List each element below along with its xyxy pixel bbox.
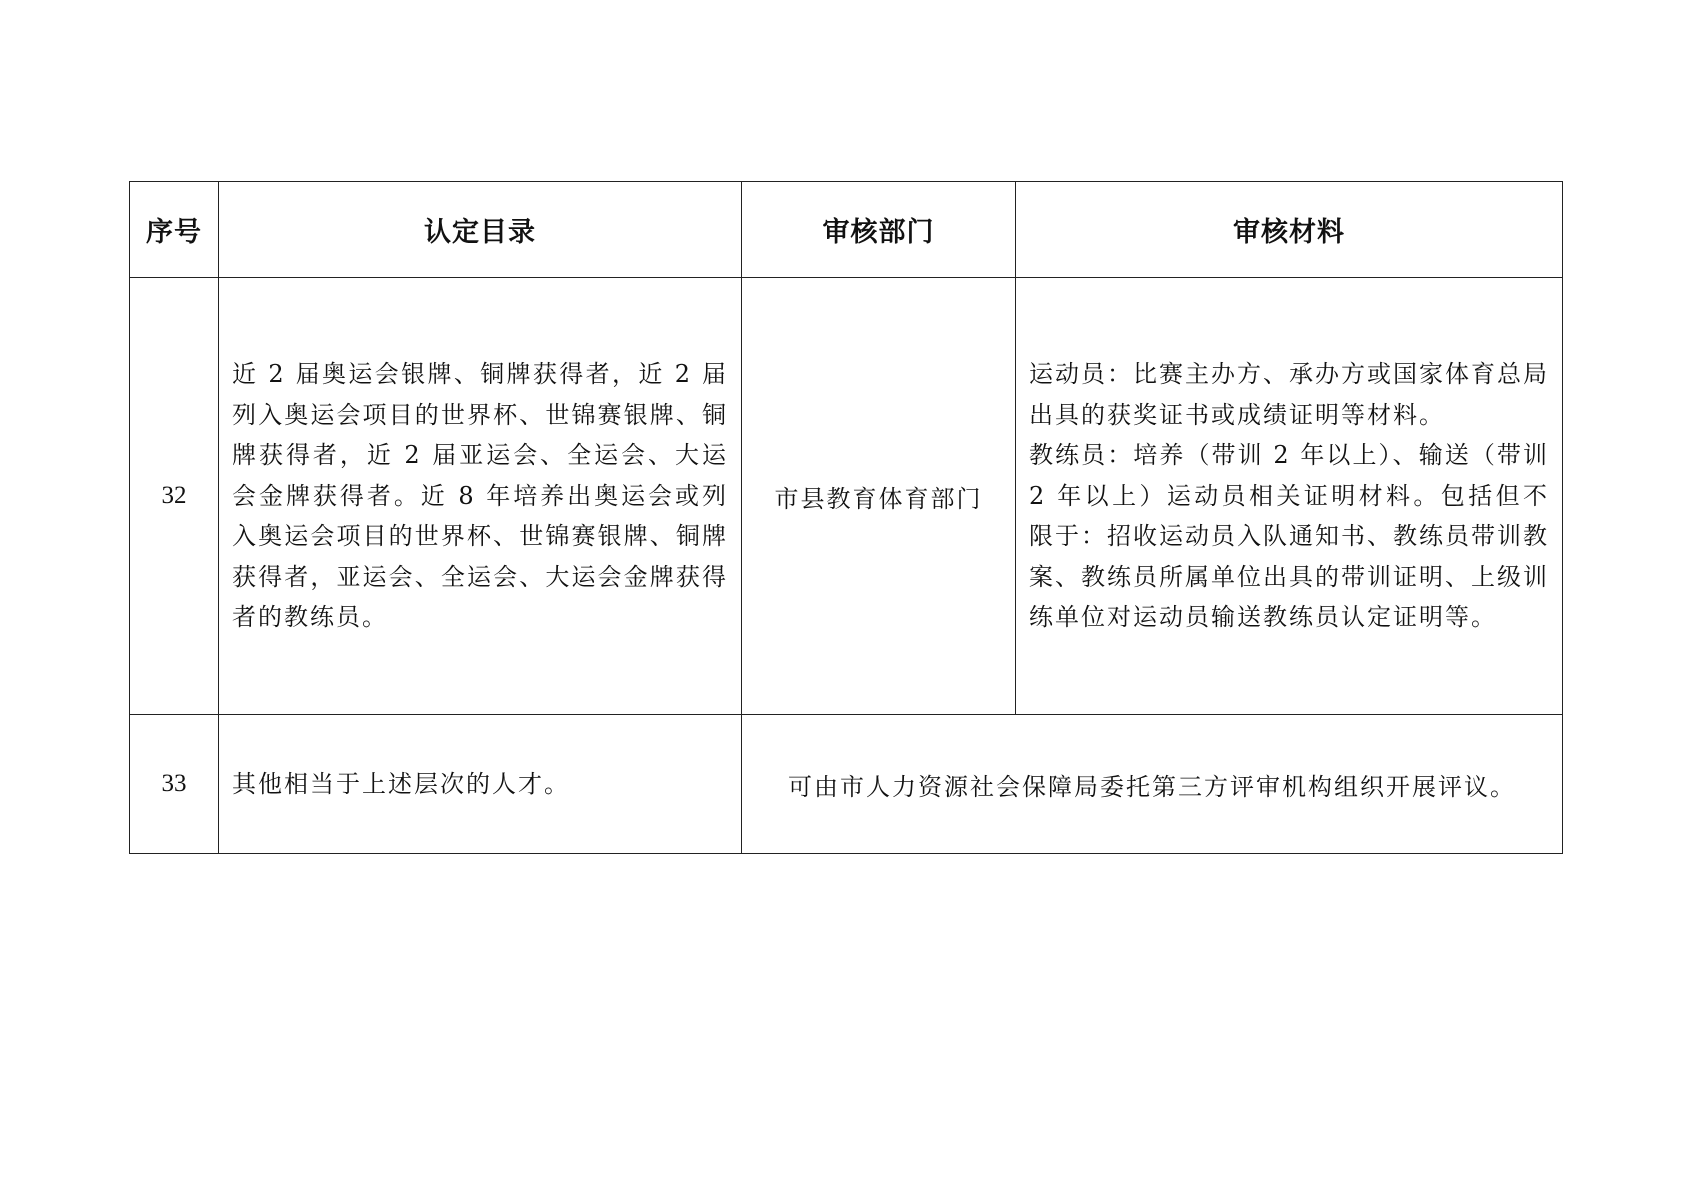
review-materials	[1016, 278, 1563, 715]
row-number: 32	[130, 278, 219, 715]
talent-catalog-table	[129, 181, 1563, 854]
materials-athlete: 运动员：比赛主办方、承办方或国家体育总局出具的获奖证书或成绩证明等材料。	[1029, 360, 1549, 429]
review-department-and-materials: 可由市人力资源社会保障局委托第三方评审机构组织开展评议。	[742, 715, 1563, 854]
header-dept: 审核部门	[742, 182, 1016, 278]
header-materials: 审核材料	[1016, 182, 1563, 278]
table-header-row	[130, 182, 1563, 278]
review-department: 市县教育体育部门	[742, 278, 1016, 715]
table-row	[130, 278, 1563, 715]
header-no: 序号	[130, 182, 219, 278]
catalog-item-text: 近 2 届奥运会银牌、铜牌获得者，近 2 届列入奥运会项目的世界杯、世锦赛银牌、铜牌获得者，近 2 届亚运会、全运会、大运会金牌获得者。近 8 年培养出奥运会或列入奥运会项目的世界杯、世锦赛银牌、铜牌获得者，亚运会、全运会、大运会金牌获得者的教练员。	[219, 278, 742, 715]
materials-coach: 教练员：培养（带训 2 年以上）、输送（带训 2 年以上）运动员相关证明材料。包括但不限于：招收运动员入队通知书、教练员带训教案、教练员所属单位出具的带训证明、上级训练单位对运动员输送教练员认定证明等。	[1029, 441, 1549, 632]
header-item: 认定目录	[219, 182, 742, 278]
table-row	[130, 715, 1563, 854]
catalog-item-text: 其他相当于上述层次的人才。	[219, 715, 742, 854]
row-number: 33	[130, 715, 219, 854]
